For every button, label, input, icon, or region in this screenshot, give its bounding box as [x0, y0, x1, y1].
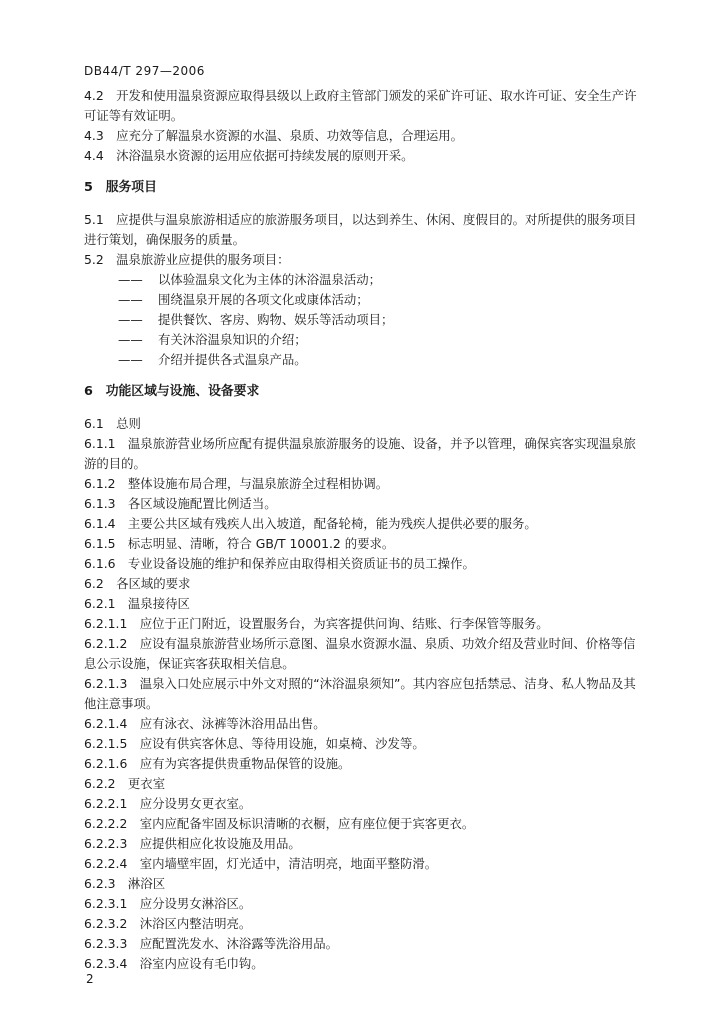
- list-item-text: 有关沐浴温泉知识的介绍；: [158, 332, 307, 347]
- list-item: [84, 330, 688, 350]
- clause-text: 6.2.3.2 沐浴区内整洁明亮。: [84, 916, 252, 931]
- clause-text: 5.1 应提供与温泉旅游相适应的旅游服务项目，以达到养生、休闲、度假目的。对所提供的服务项目: [84, 212, 637, 227]
- clause-text: 6.2.2 更衣室: [84, 776, 166, 791]
- clause-text: 6.2 各区域的要求: [84, 576, 191, 591]
- clause-text: 可证等有效证明。: [84, 108, 184, 123]
- clause-text: 6.2.3.3 应配置洗发水、沐浴露等洗浴用品。: [84, 936, 338, 951]
- clause-text: 6.1 总则: [84, 416, 141, 431]
- list-dash: ——: [118, 272, 143, 287]
- document-body: [84, 86, 688, 974]
- clause-text: 6.1.4 主要公共区域有残疾人出入坡道，配备轮椅，能为残疾人提供必要的服务。: [84, 516, 537, 531]
- clause-text: 6.1.2 整体设施布局合理，与温泉旅游全过程相协调。: [84, 476, 389, 491]
- list-dash: ——: [118, 332, 143, 347]
- clause-text: 6.2.3.4 浴室内应设有毛巾钩。: [84, 956, 264, 971]
- list-item-text: 提供餐饮、客房、购物、娱乐等活动项目；: [158, 312, 394, 327]
- clause-text: 6.2.1.1 应位于正门附近，设置服务台，为宾客提供问询、结账、行李保管等服务。: [84, 616, 549, 631]
- clause-text: 4.2 开发和使用温泉资源应取得县级以上政府主管部门颁发的采矿许可证、取水许可证、安全生产许: [84, 88, 637, 103]
- spacer: [84, 370, 688, 382]
- list-dash: ——: [118, 352, 143, 367]
- list-item-text: 介绍并提供各式温泉产品。: [158, 352, 307, 367]
- document-code: DB44/T 297—2006: [84, 64, 205, 78]
- list-item-text: 以体验温泉文化为主体的沐浴温泉活动；: [158, 272, 382, 287]
- clause-text: 6.2.1.2 应设有温泉旅游营业场所示意图、温泉水资源水温、泉质、功效介绍及营业时间、价格等信: [84, 636, 636, 651]
- clause-text: 6.1.6 专业设备设施的维护和保养应由取得相关资质证书的员工操作。: [84, 556, 475, 571]
- list-item: [84, 350, 688, 370]
- clause-text: 6.2.1.4 应有泳衣、泳裤等沐浴用品出售。: [84, 716, 326, 731]
- clause-text: 息公示设施，保证宾客获取相关信息。: [84, 656, 295, 671]
- list-item-text: 围绕温泉开展的各项文化或康体活动；: [158, 292, 369, 307]
- clause-text: 6.2.3.1 应分设男女淋浴区。: [84, 896, 252, 911]
- section-heading: 6 功能区域与设施、设备要求: [84, 384, 260, 399]
- list-dash: ——: [118, 292, 143, 307]
- clause-text: 6.2.1 温泉接待区: [84, 596, 190, 611]
- clause-text: 6.2.2.3 应提供相应化妆设施及用品。: [84, 836, 301, 851]
- clause-text: 6.2.2.1 应分设男女更衣室。: [84, 796, 252, 811]
- clause-text: 6.2.3 淋浴区: [84, 876, 166, 891]
- spacer: [84, 402, 688, 414]
- list-item: [84, 270, 688, 290]
- list-item: [84, 310, 688, 330]
- list-item: [84, 290, 688, 310]
- clause-text: 6.2.2.4 室内墙壁牢固，灯光适中，清洁明亮，地面平整防滑。: [84, 856, 438, 871]
- spacer: [84, 198, 688, 210]
- clause-text: 4.3 应充分了解温泉水资源的水温、泉质、功效等信息，合理运用。: [84, 128, 464, 143]
- clause-text: 6.1.5 标志明显、清晰，符合 GB/T 10001.2 的要求。: [84, 536, 395, 551]
- clause-text: 6.2.1.6 应有为宾客提供贵重物品保管的设施。: [84, 756, 351, 771]
- clause-text: 6.2.1.5 应设有供宾客休息、等待用设施，如桌椅、沙发等。: [84, 736, 425, 751]
- page-number: 2: [86, 972, 94, 986]
- clause-text: 6.2.1.3 温泉入口处应展示中外文对照的“沐浴温泉须知”。其内容应包括禁忌、洁身、私人物品及其: [84, 676, 636, 691]
- clause-text: 6.2.2.2 室内应配备牢固及标识清晰的衣橱，应有座位便于宾客更衣。: [84, 816, 475, 831]
- clause-text: 4.4 沐浴温泉水资源的运用应依据可持续发展的原则开采。: [84, 148, 414, 163]
- clause-text: 游的目的。: [84, 456, 146, 471]
- section-heading: 5 服务项目: [84, 180, 157, 195]
- clause-text: 6.1.3 各区域设施配置比例适当。: [84, 496, 277, 511]
- clause-text: 5.2 温泉旅游业应提供的服务项目：: [84, 252, 290, 267]
- clause-text: 他注意事项。: [84, 696, 159, 711]
- list-dash: ——: [118, 312, 143, 327]
- clause-text: 6.1.1 温泉旅游营业场所应配有提供温泉旅游服务的设施、设备，并予以管理，确保宾客实现温泉旅: [84, 436, 636, 451]
- spacer: [84, 166, 688, 178]
- clause-text: 进行策划，确保服务的质量。: [84, 232, 246, 247]
